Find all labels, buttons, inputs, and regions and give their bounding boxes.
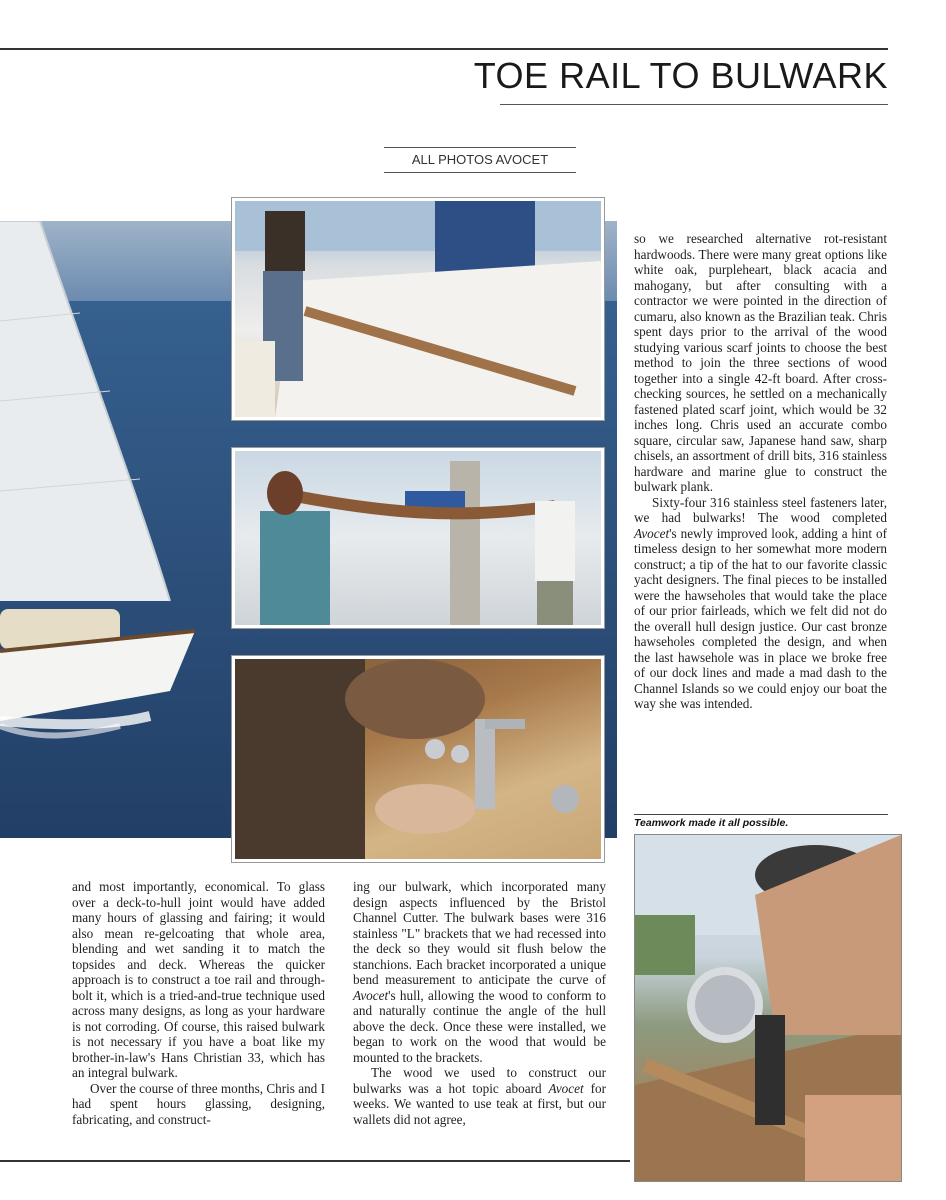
photo-carrying-plank xyxy=(232,448,604,628)
photo-credit: ALL PHOTOS AVOCET xyxy=(384,147,576,173)
body-column-2 xyxy=(353,879,606,1127)
boat-name: Avocet xyxy=(634,525,670,541)
col2-p2-text-a: The wood we used to construct our bulwarks was a hot topic aboard xyxy=(353,1065,606,1096)
col3-paragraph-1: so we researched alternative rot-resistant hardwoods. There were many great options like white oak, purpleheart, black acacia and mahogany, but after consulting with a contractor we were pointed in the direction of cumaru, also known as the Brazilian teak. Chris spent days prior to the arrival of the wood studying various scarf joints to choose the best method to join the three sections of wood together into a single 42-ft board. After cross-checking sources, he settled on a mechanically fastened plated scarf joint, which would be 32 inches long. Chris used an accurate combo square, circular saw, Japanese hand saw, sharp chisels, an assortment of drill bits, 316 stainless hardware and marine glue to construct the bulwark plank. xyxy=(634,231,887,494)
col2-p1-text-a: ing our bulwark, which incorporated many design aspects influenced by the Bristol Channel Cutter. The bulwark bases were 316 stainless "L" brackets that we had recessed into the deck so they would sit flush below the stanchions. Each bracket incorporated a unique bend measurement to anticipate the curve of xyxy=(353,879,606,987)
boat-name: Avocet xyxy=(353,987,389,1003)
boat-name: Avocet xyxy=(548,1080,584,1096)
dock-scene-illustration xyxy=(235,201,601,417)
photo-bracket-workbench xyxy=(232,656,604,862)
article-title: TOE RAIL TO BULWARK xyxy=(473,55,888,96)
col1-paragraph-1: and most importantly, economical. To glass over a deck-to-hull joint would have added many hours of glassing and fairing; it would also mean re-gelcoating that whole area, blending and wet sanding it to match the topsides and deck. Whereas the quicker approach is to construct a toe rail and through-bolt it, which is a tried-and-true technique used across many designs, as long as your hardware is not corroding. Of course, this raised bulwark is not necessary if you have a boat like my brother-in-law's Hans Christian 33, which has an integral bulwark. xyxy=(72,879,325,1080)
body-column-1 xyxy=(72,879,325,1127)
title-underline xyxy=(500,104,888,105)
col3-paragraph-2 xyxy=(634,495,887,712)
photo-caption: Teamwork made it all possible. xyxy=(634,814,888,829)
bottom-rule xyxy=(0,1160,630,1162)
col2-paragraph-2 xyxy=(353,1065,606,1127)
photo-dock-toe-rail xyxy=(232,198,604,420)
workbench-illustration xyxy=(235,659,601,859)
col1-paragraph-2: Over the course of three months, Chris and I had spent hours glassing, designing, fabricating, and construct- xyxy=(72,1080,325,1127)
teamwork-illustration xyxy=(635,835,901,1181)
photo-teamwork-saw xyxy=(634,834,902,1182)
carrying-plank-illustration xyxy=(235,451,601,625)
col2-p2-text-b: for weeks. We wanted to use teak at first, but our wallets did not agree, xyxy=(353,1080,606,1127)
col2-p1-text-b: 's hull, allowing the wood to conform to and naturally continue the angle of the hull above the deck. Once these were installed, we began to work on the wood that would be mounted to the brackets. xyxy=(353,987,606,1065)
col3-p2-text-b: 's newly improved look, adding a hint of timeless design to her somewhat more modern construct; a tip of the hat to our favorite classic yacht designers. The final pieces to be installed were the hawseholes that would take the place of our prior fairleads, which we felt did not do the overall hull design justice. Our cast bronze hawseholes completed the design, and when the last hawsehole was in place we broke free of our dock lines and made a mad dash to the Channel Islands so we could enjoy our boat the way she was intended. xyxy=(634,525,887,711)
body-column-3 xyxy=(634,231,887,712)
col2-paragraph-1 xyxy=(353,879,606,1065)
col3-p2-text-a: Sixty-four 316 stainless steel fasteners later, we had bulwarks! The wood completed xyxy=(634,494,887,525)
top-rule xyxy=(0,48,888,50)
